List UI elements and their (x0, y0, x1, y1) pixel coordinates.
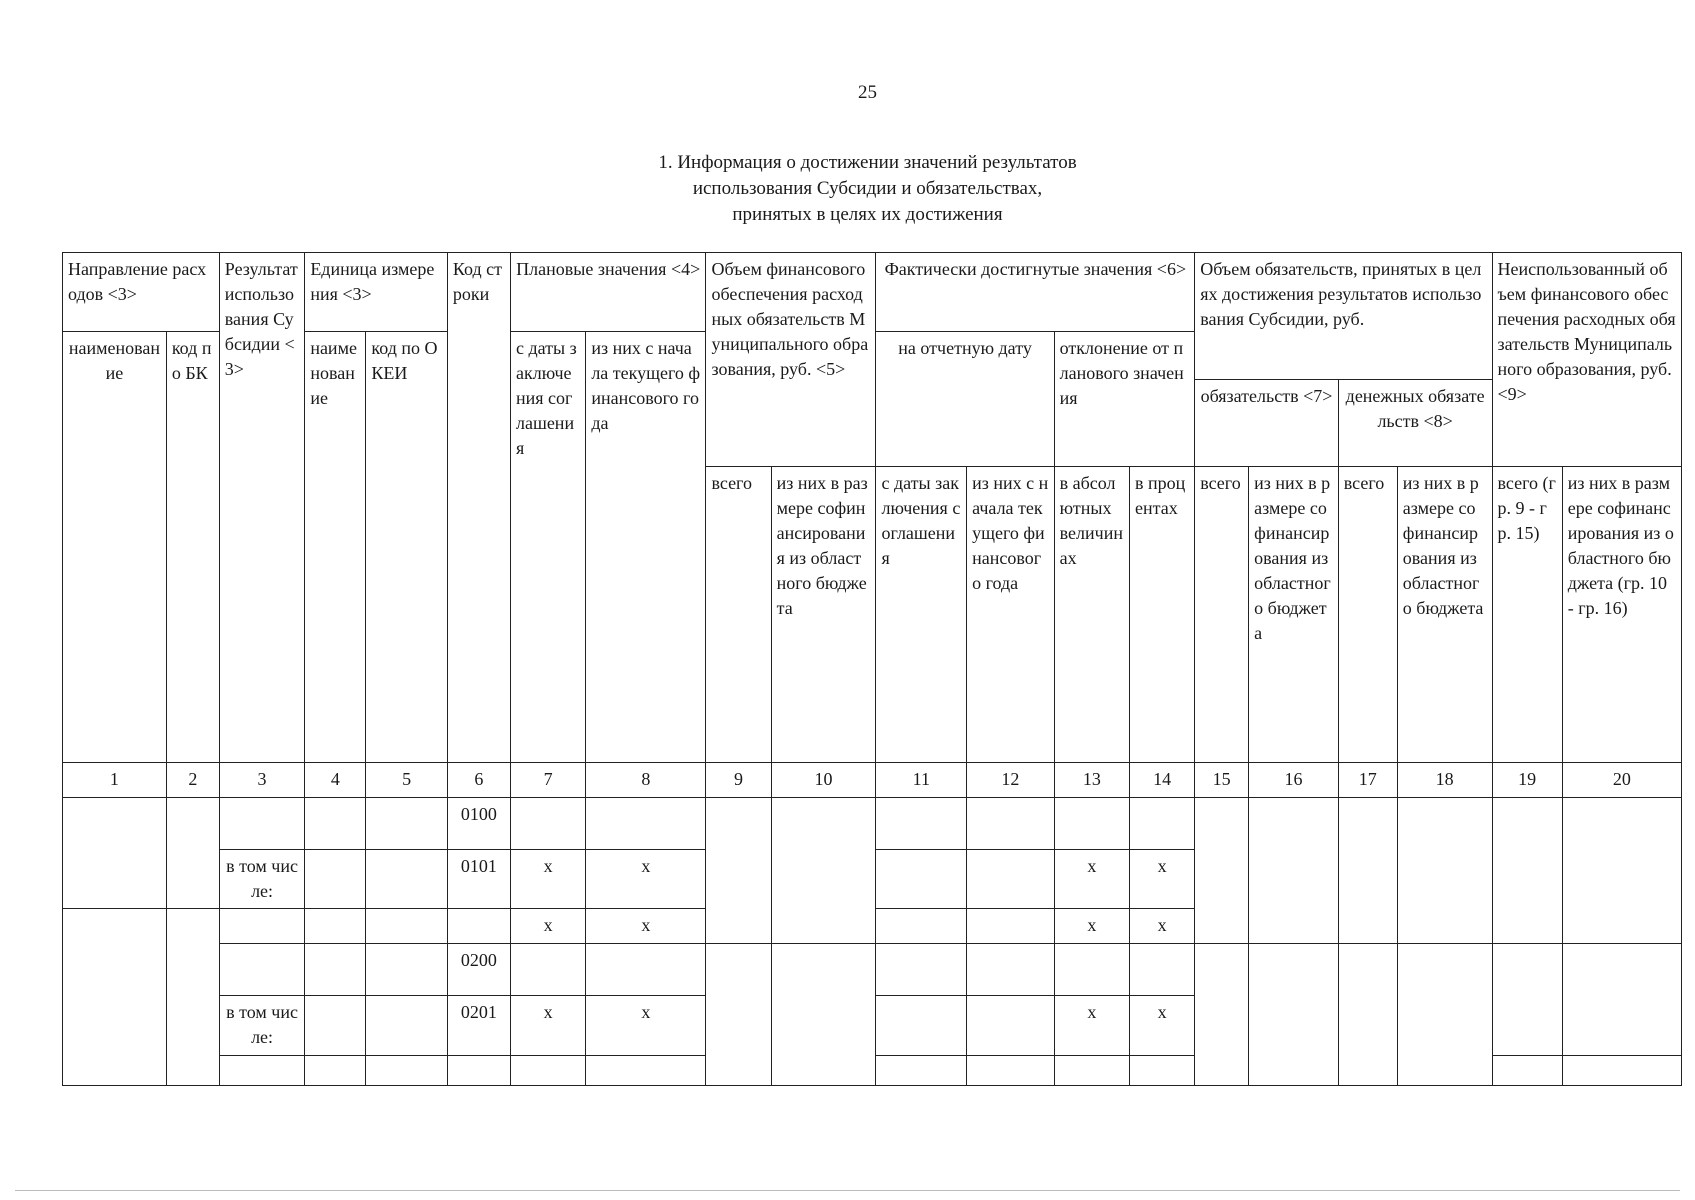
table-cell (771, 797, 876, 943)
x-mark: x (510, 909, 585, 943)
column-number: 16 (1249, 763, 1339, 797)
column-number: 20 (1562, 763, 1681, 797)
table-cell (510, 943, 585, 995)
table-cell (1054, 943, 1129, 995)
line-code: 0101 (447, 849, 510, 909)
table-cell (706, 797, 771, 943)
x-mark: x (586, 996, 706, 1056)
x-mark: x (1054, 849, 1129, 909)
table-cell (1562, 1055, 1681, 1085)
column-number: 19 (1492, 763, 1562, 797)
table-cell (305, 797, 366, 849)
header-oblig-cofin: из них в размере софинансирования из областного бюджета (1249, 466, 1339, 762)
column-number: 13 (1054, 763, 1129, 797)
table-cell (1562, 943, 1681, 1055)
table-cell (1054, 797, 1129, 849)
header-actual-from-date: с даты заключения соглашения (876, 466, 967, 762)
table-cell (1195, 943, 1249, 1085)
column-number: 6 (447, 763, 510, 797)
page-number: 25 (858, 82, 877, 103)
including-label: в том числе: (219, 849, 305, 909)
table-cell (876, 909, 967, 943)
column-number: 14 (1130, 763, 1195, 797)
column-number: 12 (967, 763, 1055, 797)
header-money-total: всего (1338, 466, 1397, 762)
header-actual-from-year: из них с начала текущего финансового года (967, 466, 1055, 762)
header-unused-total: всего (гр. 9 - гр. 15) (1492, 466, 1562, 762)
line-code: 0200 (447, 943, 510, 995)
header-planned-from-year: из них с начала текущего финансового года (586, 331, 706, 763)
table-cell (586, 943, 706, 995)
header-result: Результат использования Субсидии <3> (219, 253, 305, 763)
table-cell (219, 797, 305, 849)
table-cell (1397, 943, 1492, 1085)
column-number: 18 (1397, 763, 1492, 797)
column-number: 11 (876, 763, 967, 797)
table-cell (1130, 1055, 1195, 1085)
table-cell (1249, 943, 1339, 1085)
table-cell (366, 1055, 447, 1085)
line-code: 0201 (447, 996, 510, 1056)
header-direction-code: код по БК (166, 331, 219, 763)
table-cell (706, 943, 771, 1085)
table-cell (771, 943, 876, 1085)
table-cell (1492, 797, 1562, 943)
table-cell (1492, 943, 1562, 1055)
table-cell (1195, 797, 1249, 943)
header-actual: Фактически достигнутые значения <6> (876, 253, 1195, 332)
header-funding: Объем финансового обеспечения расходных обязательств Муниципального образования, руб. <5> (706, 253, 876, 467)
column-number: 2 (166, 763, 219, 797)
table-cell (166, 797, 219, 909)
column-number: 10 (771, 763, 876, 797)
table-cell (219, 943, 305, 995)
header-dev-absolute: в абсолютных величинах (1054, 466, 1129, 762)
header-oblig-total: всего (1195, 466, 1249, 762)
column-number: 17 (1338, 763, 1397, 797)
table-cell (305, 943, 366, 995)
table-cell (1397, 797, 1492, 943)
table-cell (219, 1055, 305, 1085)
header-actual-deviation: отклонение от планового значения (1054, 331, 1195, 466)
line-code: 0100 (447, 797, 510, 849)
column-number: 7 (510, 763, 585, 797)
column-number: 5 (366, 763, 447, 797)
header-unit: Единица измерения <3> (305, 253, 448, 332)
table-cell (1338, 797, 1397, 943)
header-planned-from-date: с даты заключения соглашения (510, 331, 585, 763)
column-number: 4 (305, 763, 366, 797)
table-cell (876, 1055, 967, 1085)
table-cell (366, 849, 447, 909)
table-cell (967, 849, 1055, 909)
header-line-code: Код строки (447, 253, 510, 763)
table-row (63, 797, 1682, 849)
x-mark: x (1130, 996, 1195, 1056)
header-funding-cofin: из них в размере софинансирования из областного бюджета (771, 466, 876, 762)
header-dev-percent: в процентах (1130, 466, 1195, 762)
title-line: 1. Информация о достижении значений результатов (658, 152, 1077, 173)
table-cell (876, 943, 967, 995)
table-cell (876, 849, 967, 909)
header-obligations-sub: обязательств <7> (1195, 380, 1339, 467)
header-unit-name: наименование (305, 331, 366, 763)
table-cell (967, 1055, 1055, 1085)
table-cell (1562, 797, 1681, 943)
x-mark: x (510, 996, 585, 1056)
table-cell (366, 943, 447, 995)
header-unused-cofin: из них в размере софинансирования из областного бюджета (гр. 10 - гр. 16) (1562, 466, 1681, 762)
table-cell (305, 1055, 366, 1085)
table-cell (366, 909, 447, 943)
header-money-cofin: из них в размере софинансирования из областного бюджета (1397, 466, 1492, 762)
title-line: принятых в целях их достижения (732, 204, 1003, 225)
table-cell (1130, 797, 1195, 849)
table-cell (510, 1055, 585, 1085)
x-mark: x (1054, 996, 1129, 1056)
table-cell (63, 797, 167, 909)
page-bottom-rule (15, 1190, 1680, 1191)
table-cell (166, 909, 219, 1086)
including-label: в том числе: (219, 996, 305, 1056)
header-direction-name: наименование (63, 331, 167, 763)
table-cell (305, 909, 366, 943)
table-row (63, 943, 1682, 995)
table-cell (1249, 797, 1339, 943)
section-title (0, 150, 1695, 228)
x-mark: x (510, 849, 585, 909)
table-cell (967, 909, 1055, 943)
header-planned: Плановые значения <4> (510, 253, 705, 332)
table-cell (967, 797, 1055, 849)
header-monetary-sub: денежных обязательств <8> (1338, 380, 1492, 467)
column-number: 1 (63, 763, 167, 797)
table-cell (967, 996, 1055, 1056)
table-cell (586, 797, 706, 849)
header-unused: Неиспользованный объем финансового обеспечения расходных обязательств Муниципального образования, руб. <9> (1492, 253, 1682, 467)
header-obligations: Объем обязательств, принятых в целях достижения результатов использования Субсидии, руб. (1195, 253, 1492, 380)
x-mark: x (1054, 909, 1129, 943)
table-cell (1492, 1055, 1562, 1085)
table-cell (876, 797, 967, 849)
report-table (62, 252, 1682, 1086)
header-actual-on-date: на отчетную дату (876, 331, 1054, 466)
x-mark: x (1130, 849, 1195, 909)
table-cell (447, 909, 510, 943)
column-number: 9 (706, 763, 771, 797)
table-cell (63, 909, 167, 1086)
table-cell (1054, 1055, 1129, 1085)
x-mark: x (1130, 909, 1195, 943)
table-cell (967, 943, 1055, 995)
table-cell (1130, 943, 1195, 995)
header-funding-total: всего (706, 466, 771, 762)
table-cell (876, 996, 967, 1056)
header-unit-okei: код по ОКЕИ (366, 331, 447, 763)
table-cell (219, 909, 305, 943)
column-number: 3 (219, 763, 305, 797)
column-number: 15 (1195, 763, 1249, 797)
table-cell (510, 797, 585, 849)
table-cell (366, 797, 447, 849)
table-cell (366, 996, 447, 1056)
x-mark: x (586, 909, 706, 943)
table-cell (1338, 943, 1397, 1085)
title-line: использования Субсидии и обязательствах, (692, 178, 1043, 199)
column-numbers-row (63, 763, 1682, 797)
table-cell (305, 996, 366, 1056)
table-cell (447, 1055, 510, 1085)
table-cell (305, 849, 366, 909)
column-number: 8 (586, 763, 706, 797)
table-cell (586, 1055, 706, 1085)
x-mark: x (586, 849, 706, 909)
header-direction: Направление расходов <3> (63, 253, 220, 332)
